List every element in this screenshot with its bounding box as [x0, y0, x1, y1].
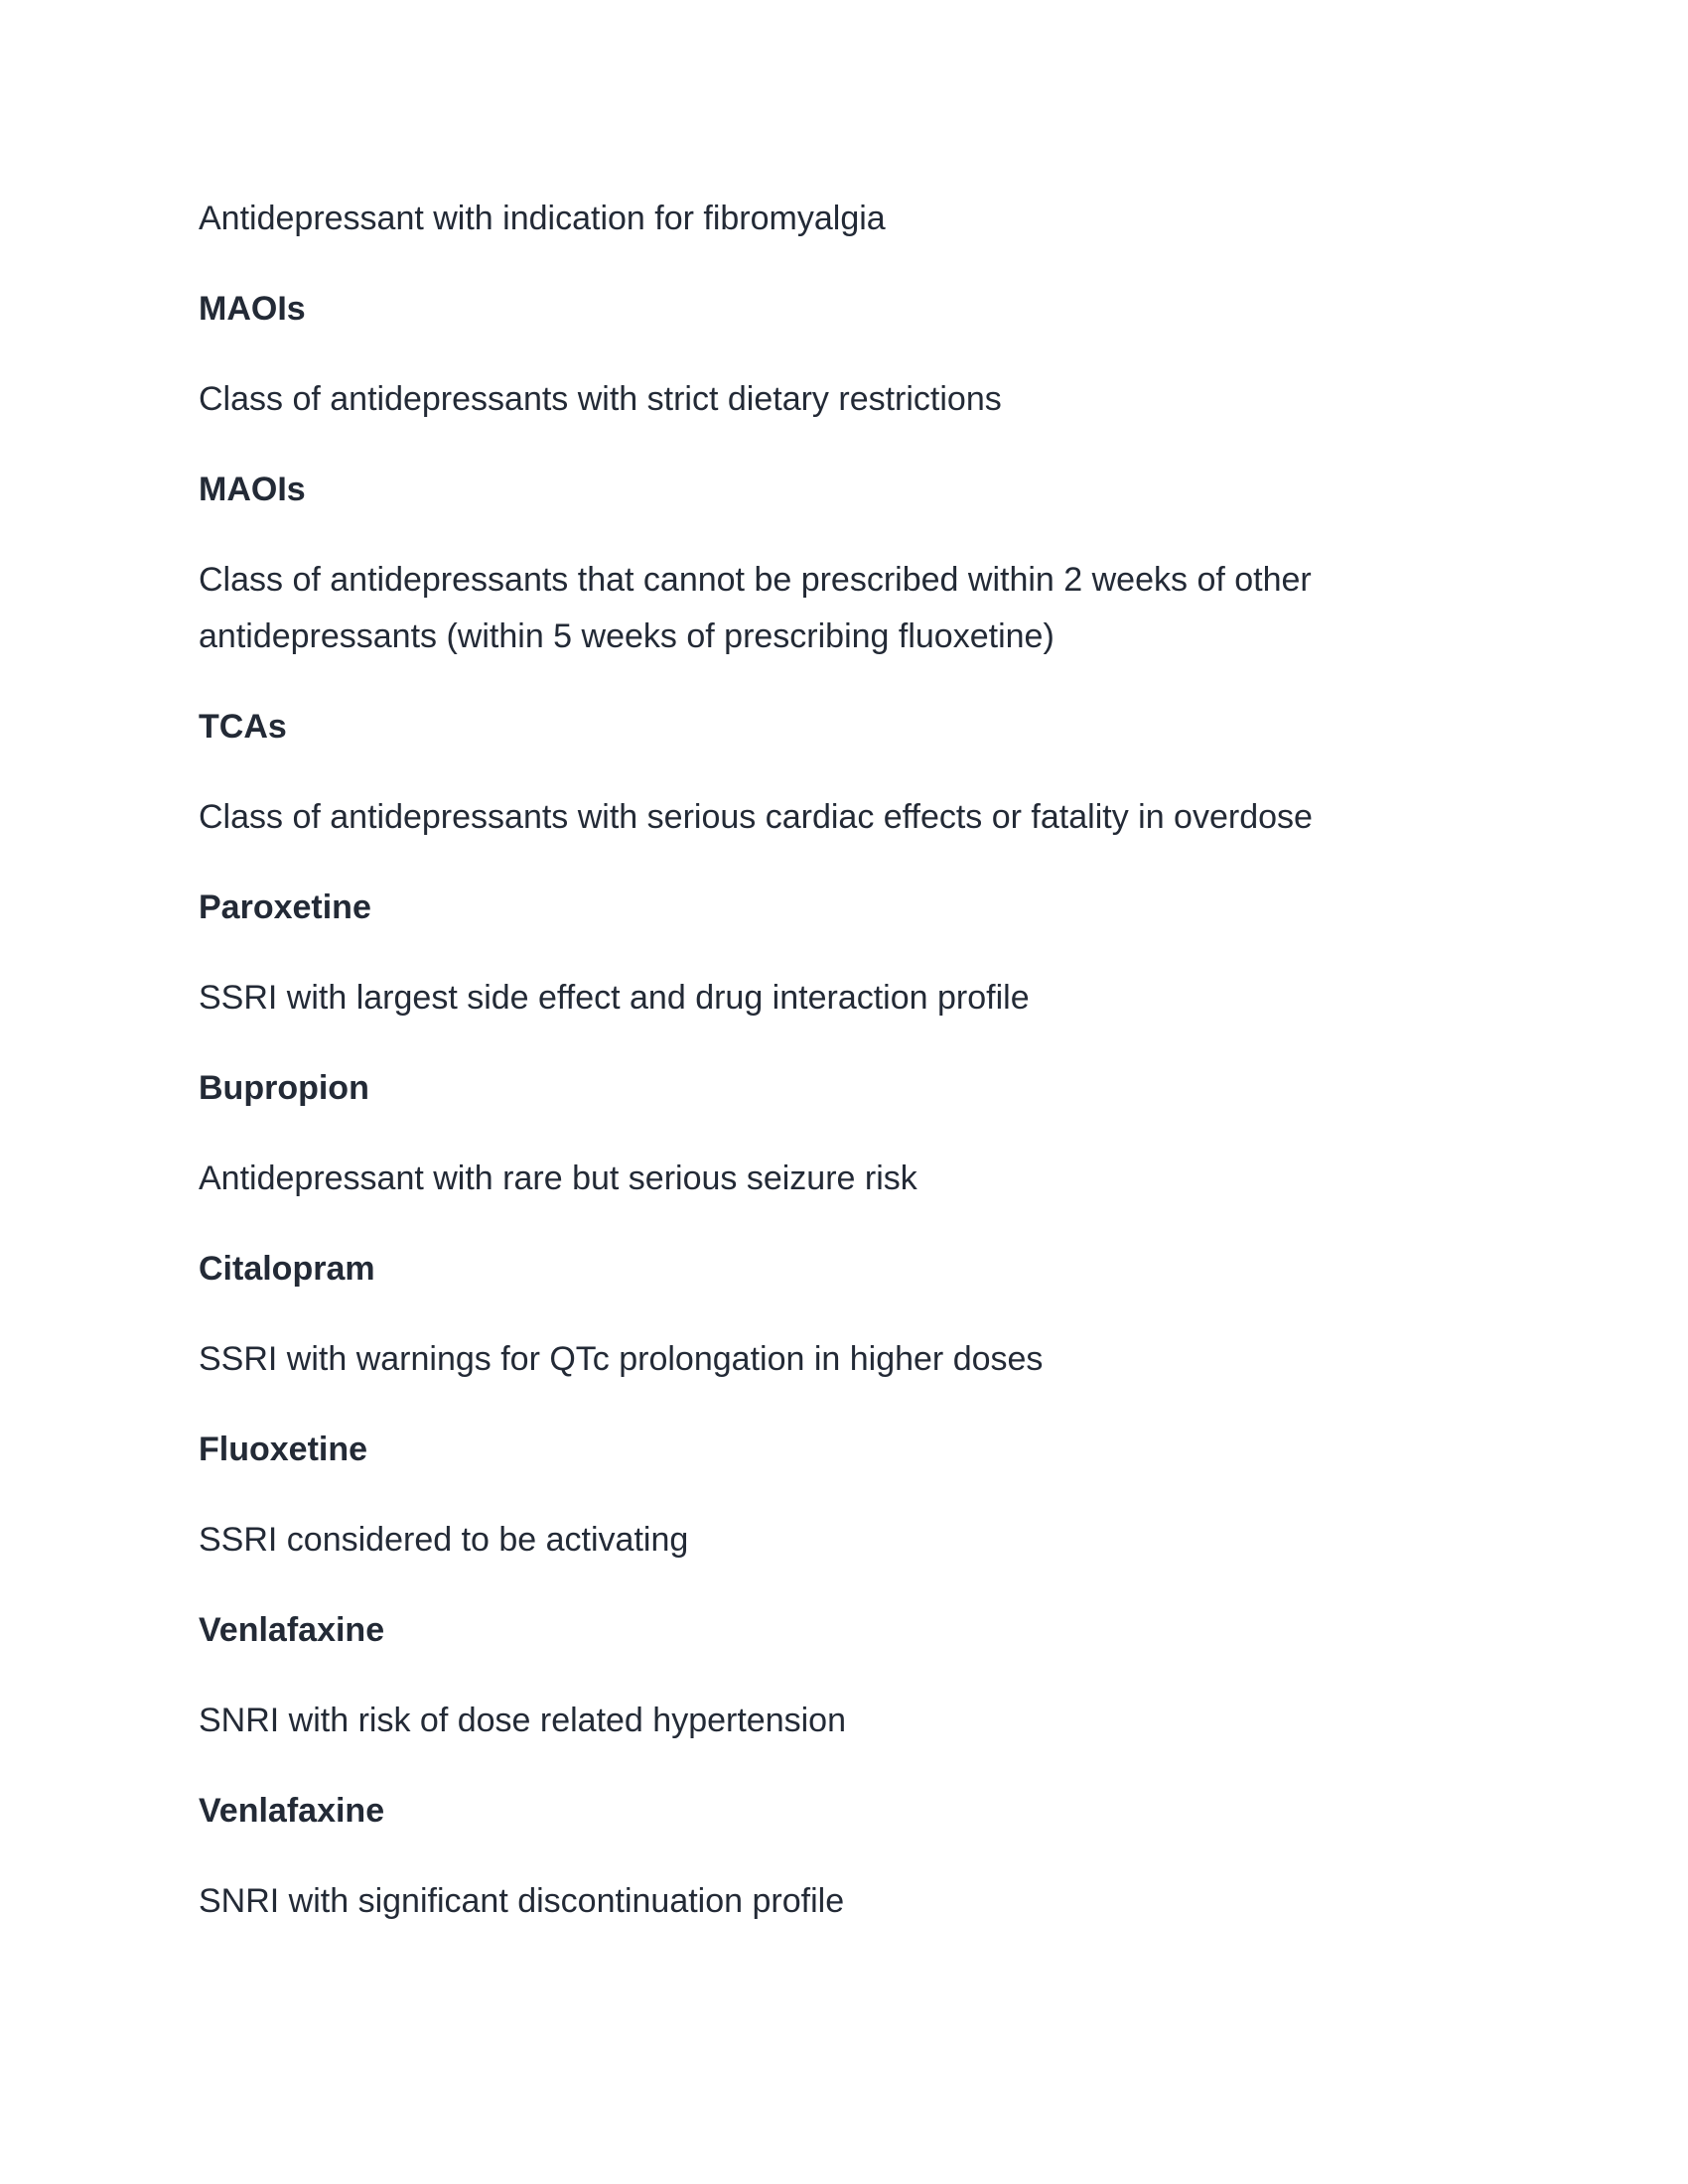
answer-maois-2: MAOIs: [199, 471, 306, 508]
prompt-washout-period: Class of antidepressants that cannot be prescribed within 2 weeks of other antidepressants (within 5 weeks of prescribing fluoxetine): [199, 561, 1312, 655]
document-page: [199, 191, 1430, 1964]
prompt-discontinuation: SNRI with significant discontinuation profile: [199, 1882, 845, 1920]
prompt-fibromyalgia: Antidepressant with indication for fibromyalgia: [199, 200, 886, 237]
prompt-dietary-restrictions: Class of antidepressants with strict dietary restrictions: [199, 380, 1002, 418]
answer-venlafaxine-2: Venlafaxine: [199, 1792, 385, 1830]
prompt-seizure-risk: Antidepressant with rare but serious seizure risk: [199, 1160, 917, 1197]
answer-tcas: TCAs: [199, 708, 287, 746]
answer-fluoxetine: Fluoxetine: [199, 1431, 368, 1468]
prompt-hypertension: SNRI with risk of dose related hypertension: [199, 1702, 846, 1739]
answer-venlafaxine-1: Venlafaxine: [199, 1611, 385, 1649]
answer-paroxetine: Paroxetine: [199, 888, 371, 926]
answer-bupropion: Bupropion: [199, 1069, 369, 1107]
prompt-qtc-prolongation: SSRI with warnings for QTc prolongation in higher doses: [199, 1340, 1044, 1378]
prompt-cardiac-effects: Class of antidepressants with serious cardiac effects or fatality in overdose: [199, 798, 1313, 836]
prompt-activating: SSRI considered to be activating: [199, 1521, 689, 1559]
prompt-side-effect-profile: SSRI with largest side effect and drug interaction profile: [199, 979, 1030, 1017]
answer-maois-1: MAOIs: [199, 290, 306, 328]
answer-citalopram: Citalopram: [199, 1250, 375, 1288]
